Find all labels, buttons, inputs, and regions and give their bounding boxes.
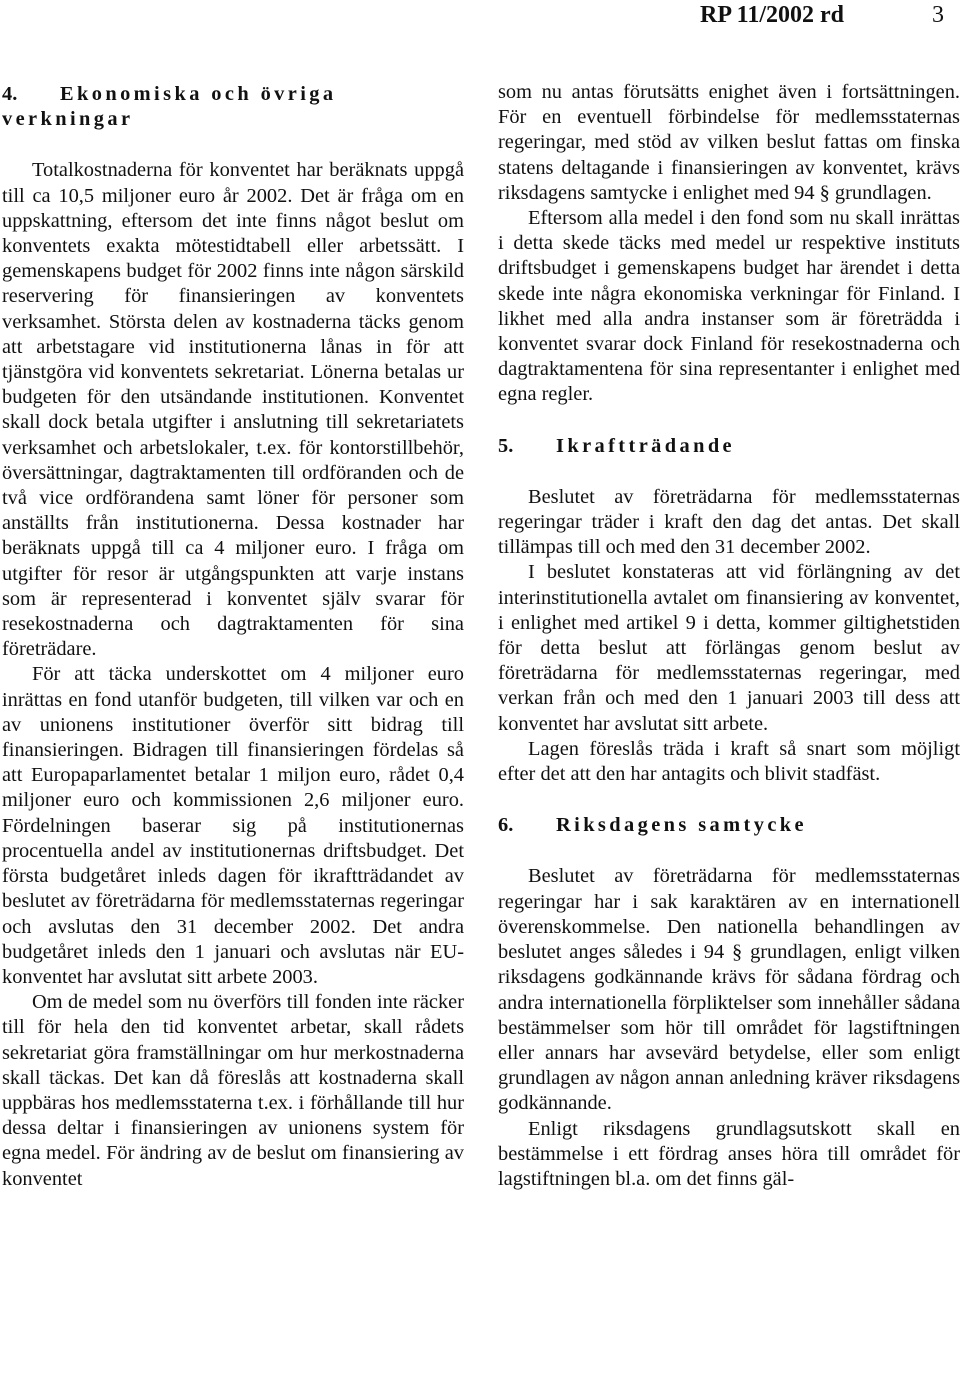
paragraph: Om de medel som nu överförs till fonden inte räcker till för hela den tid konventet arbetar, skall rådets sekretariat göra framställningar om hur merkostnaderna skall täckas. Det kan då föreslås att kostnaderna skall uppbäras hos medlemsstaterna t.ex. i förhållande till hur dessa deltar i finansieringen av unionens system för egna medel. För ändring av de beslut om finansiering av konventet	[2, 991, 464, 1190]
document-reference: RP 11/2002 rd	[699, 2, 844, 28]
section-6-heading	[498, 813, 960, 838]
paragraph: Enligt riksdagens grundlagsutskott skall en bestämmelse i ett fördrag anses höra till området för lagstiftningen bl.a. om det finns gäl-	[498, 1117, 960, 1190]
right-column	[498, 80, 960, 1192]
paragraph: Eftersom alla medel i den fond som nu skall inrättas i detta skede täcks med medel ur respektive instituts driftsbudget i gemenskapens budget har ärendet i detta skede inte några ekonomiska verkningar för Finland. I likhet med alla andra instanser som är företrädda i konventet svarar dock Finland för resekostnaderna och dagtraktamentena för sina representanter i enlighet med egna regler.	[498, 207, 960, 406]
paragraph: Beslutet av företrädarna för medlemsstaternas regeringar har i sak karaktären av en internationell överenskommelse. Den nationella behandlingen av beslutet anges således i 94 § grundlagen, enligt vilken riksdagens godkännande krävs för sådana fördrag och andra internationella förpliktelser som innehåller sådana bestämmelser som hör till området för lagstiftningen eller annars har avsevärd betydelse, eller som enligt grundlagen av någon annan anledning kräver riksdagens godkännande.	[498, 865, 960, 1115]
section-5-number: 5.	[498, 434, 514, 457]
section-6-title: Riksdagens samtycke	[556, 814, 807, 837]
page-number: 3	[932, 2, 944, 28]
paragraph: För att täcka underskottet om 4 miljoner euro inrättas en fond utanför budgeten, till vilken var och en av unionens institutioner överför sitt bidrag till finansieringen. Bidragen till finansieringen fördelas så att Europaparlamentet betalar 1 miljon euro, rådet 0,4 miljoner euro och kommissionen 2,6 miljoner euro. Fördelningen baserar sig på institutionernas procentuella andel av institutionernas driftsbudget. Det första budgetåret inleds dagen för ikraftträdandet av beslutet av företrädarna för medlemsstaternas regeringar och avslutas den 31 december 2002. Det andra budgetåret inleds den 1 januari och avslutas när EU-konventet har avslutat sitt arbete 2003.	[2, 663, 464, 988]
section-4-number: 4.	[2, 83, 18, 105]
paragraph: I beslutet konstateras att vid förlängning av det interinstitutionella avtalet om finansiering av konventet, i enlighet med artikel 9 i detta, kommer giltighetstiden för detta beslut att förlängas genom beslut av företrädarna för medlemsstaternas regeringar, med verkan från och med den 1 januari 2003 till dess att konventet har avslutat sitt arbete.	[498, 561, 960, 735]
paragraph: Totalkostnaderna för konventet har beräknats uppgå till ca 10,5 miljoner euro år 2002. Det är fråga om en uppskattning, eftersom det inte finns något beslut om konventets exakta mötestidtabell eller arbetssätt. I gemenskapens budget för 2002 finns inte någon särskild reservering för finansieringen av konventets verksamhet. Största delen av kostnaderna täcks genom att arbetstagare vid institutionerna lånas in för att tjänstgöra vid konventets sekretariat. Lönerna betalas ur budgeten för den utsändande institutionen. Konventet skall dock betala utgifter i anslutning till sekretariatets verksamhet och arbetslokaler, t.ex. för kontorstillbehör, översättningar, dagtraktamenten till ordföranden och de två vice ordförandena samt löner för personer som anställts från institutionerna. Dessa kostnader har beräknats uppgå till ca 4 miljoner euro. I fråga om utgifter för resor är utgångspunkten att varje instans som är representerad i konventet själv svarar för resekostnaderna och dagtraktamenten för sina företrädare.	[2, 159, 464, 661]
paragraph: Lagen föreslås träda i kraft så snart som möjligt efter det att den har antagits och blivit stadfäst.	[498, 737, 960, 786]
left-column	[2, 80, 464, 1192]
section-6-number: 6.	[498, 814, 514, 837]
section-5-heading	[498, 434, 960, 459]
section-5-title: Ikraftträdande	[556, 434, 736, 457]
section-4-heading	[2, 82, 464, 132]
continued-paragraph: som nu antas förutsätts enighet även i fortsättningen. För en eventuell förbindelse för medlemsstaternas regeringar, med stöd av vilken beslut fattas om finska statens deltagande i finansieringen av konventet, krävs riksdagens samtycke i enlighet med 94 § grundlagen.	[498, 81, 960, 204]
section-4-title: Ekonomiska och övriga verkningar	[2, 83, 337, 131]
paragraph: Beslutet av företrädarna för medlemsstaternas regeringar träder i kraft den dag det antas. Det skall tillämpas till och med den 31 december 2002.	[498, 485, 960, 559]
